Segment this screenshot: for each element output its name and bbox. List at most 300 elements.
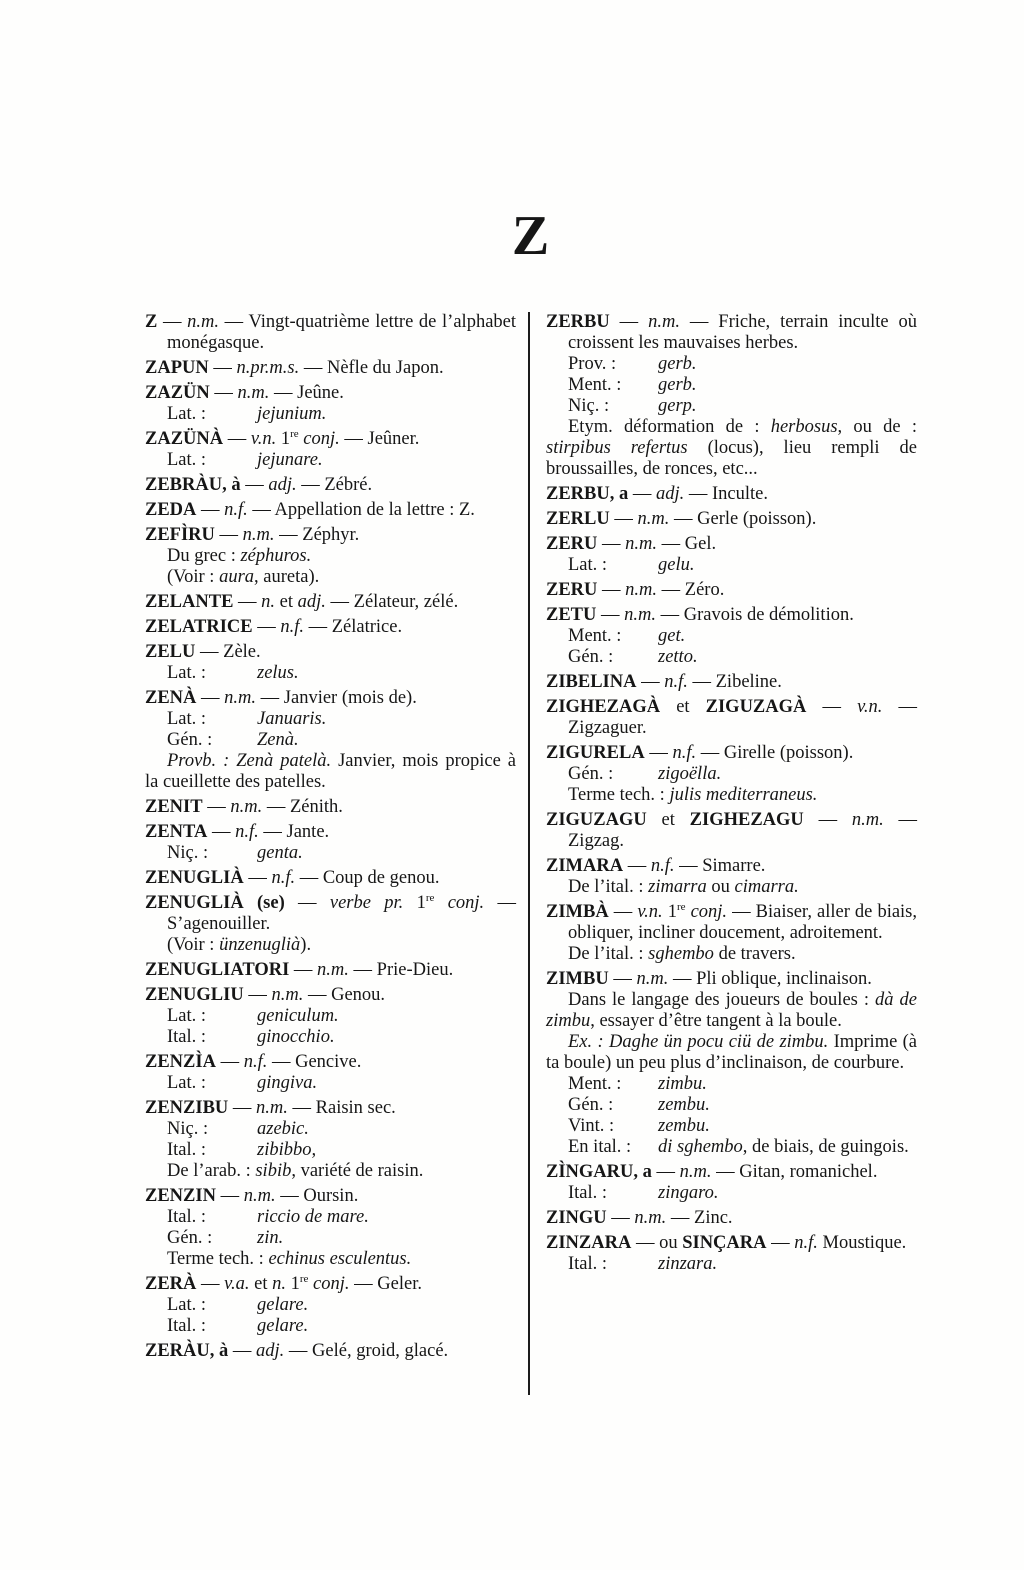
dictionary-entry [145,592,516,613]
entry-headline [546,580,917,601]
plain-text: — [269,383,298,403]
language-label: Gén. : [568,1095,614,1115]
italic-text: gelare. [257,1295,309,1315]
italic-text: n.m. [237,383,270,403]
language-value [658,354,917,375]
dictionary-entry [546,1233,917,1275]
italic-text: zinzara. [658,1254,718,1274]
italic-text: gelare. [257,1316,309,1336]
plain-text: — [289,960,318,980]
italic-text: zimarra [648,877,707,897]
headword-text: ZERU [546,580,598,600]
language-label: Ment. : [568,1074,622,1094]
language-label: Gén. : [167,1228,213,1248]
plain-text: ou [706,877,735,897]
plain-text: — [803,810,852,830]
entry-note [145,751,516,793]
italic-text: julis mediterraneus. [669,785,818,805]
language-ref-line [145,1295,516,1316]
language-ref-line [546,1074,917,1095]
dictionary-entry [546,856,917,898]
italic-text: Januaris. [257,709,327,729]
plain-text: et [249,1274,273,1294]
entry-headline [546,1162,917,1183]
entry-headline [145,1341,516,1362]
plain-text: Appellation de la lettre : Z. [274,500,475,520]
headword-text: ZÌNGARU, a [546,1162,652,1182]
plain-text: Coup de genou. [322,868,440,888]
language-label: Ital. : [167,1316,207,1336]
plain-text: Dans le langage des joueurs de boules : [568,990,876,1010]
plain-text: — [657,580,685,600]
plain-text: Jante. [286,822,330,842]
entry-headline [145,429,516,450]
entry-headline [145,525,516,546]
headword-text: ZEFÌRU [145,525,215,545]
plain-text: — [608,902,638,922]
headword-text: ZAPUN [145,358,209,378]
dictionary-entry [145,893,516,956]
plain-text: — [233,592,262,612]
italic-text: sibib [255,1161,292,1181]
italic-text: gerp. [658,396,697,416]
headword-text: ZEDA [145,500,197,520]
plain-text: , ou de : [837,417,917,437]
language-ref-line [546,1137,917,1158]
language-value [658,1095,917,1116]
italic-text: n.m. [634,1208,667,1228]
plain-text: (Voir : [167,935,220,955]
language-label: Ment. : [568,375,622,395]
entry-headline [145,500,516,521]
plain-text: — [215,1052,244,1072]
italic-text: n.m. [637,509,670,529]
headword-text: ZAZÜNÀ [145,429,224,449]
plain-text: Gelé, groid, glacé. [312,1341,449,1361]
headword-text: ZENUGLIATORI [145,960,290,980]
language-ref-line [546,764,917,785]
language-label: Lat. : [568,555,608,575]
headword-text: SINÇARA [682,1233,767,1253]
plain-text: — [325,592,354,612]
entry-headline [546,484,917,505]
plain-text: — [628,484,656,504]
language-label: Lat. : [167,1295,207,1315]
language-label: Lat. : [167,663,207,683]
italic-text: conj. [690,902,728,922]
language-ref-line [145,1027,516,1048]
headword-text: Z [145,312,158,332]
italic-text: n.f. [243,1052,268,1072]
italic-text: zelus. [257,663,299,683]
plain-text: — [228,1098,257,1118]
headword-text: ZIMBU [546,969,609,989]
italic-text: v.n. [250,429,277,449]
entry-headline [145,592,516,613]
italic-text: n.m. [636,969,669,989]
language-label: Lat. : [167,1073,207,1093]
italic-text: ginocchio. [257,1027,335,1047]
language-value [257,1119,516,1140]
language-label: Ital. : [568,1183,608,1203]
language-ref-line [145,1207,516,1228]
entry-note [546,944,917,965]
plain-text: Simarre. [702,856,766,876]
language-ref-line [145,663,516,684]
entry-headline [145,1186,516,1207]
headword-text: ZENUGLIU [145,985,244,1005]
language-label: Prov. : [568,354,617,374]
headword-text: ZIMBÀ [546,902,609,922]
plain-text: Gel. [684,534,717,554]
language-value [658,1183,917,1204]
plain-text: — [766,1233,795,1253]
headword-text: ZENUGLIÀ (se) [145,893,285,913]
language-value [257,1316,516,1337]
headword-text: ZIGUZAGU [546,810,647,830]
plain-text: De l’ital. : [568,944,649,964]
plain-text: 1 [276,429,291,449]
plain-text: et [646,810,690,830]
dictionary-entry [145,312,516,354]
plain-text: — [209,383,238,403]
language-label: Lat. : [167,404,207,424]
italic-text: conj. [313,1274,350,1294]
plain-text: Zéphyr. [302,525,360,545]
plain-text: — [196,688,225,708]
language-value [658,396,917,417]
italic-text: n.m. [271,985,304,1005]
plain-text: Gerle (poisson). [697,509,817,529]
plain-text: — Pli oblique, inclinaison. [668,969,872,989]
language-value [257,1295,516,1316]
language-ref-line [145,1228,516,1249]
plain-text: — [623,856,651,876]
plain-text: Gitan, romanichel. [739,1162,878,1182]
italic-text: n.pr.m.s. [236,358,300,378]
plain-text: — [657,534,685,554]
plain-text: Janvier, mois propice à la cueillette des patelles. [145,751,516,792]
headword-text: ZERU [546,534,598,554]
plain-text: — [287,1098,316,1118]
language-ref-line [546,1095,917,1116]
plain-text: — [711,1162,740,1182]
italic-text: di sghembo [658,1137,743,1157]
headword-text: ZAZÜN [145,383,210,403]
italic-text: n.m. [317,960,349,980]
italic-text: riccio de mare. [257,1207,369,1227]
plain-text: — [262,797,290,817]
plain-text [434,893,447,913]
plain-text: Nèfle du Japon. [326,358,444,378]
dictionary-entry [145,985,516,1048]
italic-text: v.n. [637,902,663,922]
dictionary-entry [546,534,917,576]
plain-text: re [425,891,435,904]
plain-text: 1 [662,902,677,922]
italic-text: adj. [268,475,297,495]
plain-text: — [674,856,703,876]
plain-text: Jeûne. [297,383,344,403]
plain-text: Zélateur, zélé. [353,592,459,612]
language-label: Ment. : [568,626,622,646]
dictionary-entry [546,902,917,965]
dictionary-entry [546,1162,917,1204]
italic-text: aura [219,567,255,587]
dictionary-entry [546,969,917,1158]
entry-note [546,877,917,898]
dictionary-entry [546,697,917,739]
language-ref-line [145,709,516,730]
language-value [257,1140,516,1161]
language-ref-line [546,555,917,576]
language-label: Niç. : [167,843,209,863]
language-ref-line [546,396,917,417]
language-label: Vint. : [568,1116,615,1136]
plain-text: Etym. déformation de : [568,417,771,437]
italic-text: n.f. [271,868,296,888]
entry-headline [145,312,516,354]
plain-text: — Zigzaguer. [568,697,918,738]
plain-text: — [196,500,225,520]
headword-text: ZIBELINA [546,672,637,692]
plain-text: — [666,1208,695,1228]
entry-note [145,567,516,588]
plain-text: — [196,1274,225,1294]
plain-text: Genou. [331,985,386,1005]
plain-text: — Jeûner. [339,429,420,449]
italic-text: n.f. [664,672,688,692]
plain-text: 1 [403,893,426,913]
plain-text: — Biaiser, aller de biais, obliquer, incliner doucement, adroitement. [568,902,918,943]
language-label: Lat. : [167,450,207,470]
headword-text: ZINGU [546,1208,607,1228]
language-value [658,375,917,396]
language-label: Ital. : [167,1140,207,1160]
italic-text: gerb. [658,375,697,395]
headword-text: ZIGUZAGÀ [705,697,807,717]
entry-headline [546,605,917,626]
language-label: Niç. : [167,1119,209,1139]
dictionary-entry [546,743,917,806]
language-ref-line [546,1183,917,1204]
plain-text: — [806,697,858,717]
plain-text: — [202,797,231,817]
plain-text: — ou [631,1233,683,1253]
italic-text: Zenà. [257,730,299,750]
entry-note [546,990,917,1032]
entry-headline [546,856,917,877]
plain-text: — Zèle. [195,642,261,662]
italic-text: n.f. [224,500,248,520]
plain-text: — [303,985,332,1005]
entry-headline [145,797,516,818]
entry-headline [546,672,917,693]
entry-note [145,1161,516,1182]
plain-text: — Geler. [349,1274,422,1294]
plain-text: Prie-Dieu. [376,960,454,980]
italic-text: dà de zimbu [546,990,918,1031]
italic-text: gerb. [658,354,697,374]
dictionary-entry [546,672,917,693]
plain-text: — [348,960,377,980]
entry-note [145,935,516,956]
italic-text: n.m. [625,580,658,600]
language-label: Gén. : [167,730,213,750]
language-ref-line [145,1119,516,1140]
italic-text: gingiva. [257,1073,318,1093]
italic-text: gelu. [658,555,695,575]
plain-text: — [295,868,323,888]
italic-text: jejunare. [257,450,323,470]
plain-text: Friche, terrain inculte où croissent les mauvaises herbes. [568,312,918,353]
italic-text: n.m. [187,312,220,332]
plain-text: Raisin sec. [315,1098,396,1118]
plain-text: re [299,1272,309,1285]
italic-text: n.m. [624,605,657,625]
language-label: Niç. : [568,396,610,416]
plain-text: (Voir : [167,567,220,587]
entry-headline [145,688,516,709]
language-label: Lat. : [167,709,207,729]
plain-text: Girelle (poisson). [723,743,854,763]
language-value [257,843,516,864]
italic-text: zigoëlla. [658,764,722,784]
entry-headline [145,985,516,1006]
italic-text: ünzenuglià [219,935,301,955]
language-ref-line [546,375,917,396]
italic-text: jejunium. [257,404,327,424]
plain-text: — [243,868,272,888]
plain-text: (locus), lieu rempli de broussailles, de ronces, etc... [546,438,917,479]
plain-text: Terme tech. : [167,1249,269,1269]
plain-text: — [274,525,303,545]
headword-text: ZENIT [145,797,203,817]
entry-headline [145,1052,516,1073]
language-value [658,626,917,647]
headword-text: ZETU [546,605,597,625]
headword-text: ZERÀ [145,1274,197,1294]
italic-text: n.m. [242,525,275,545]
plain-text: Janvier (mois de). [283,688,417,708]
plain-text: Zébré. [324,475,373,495]
language-label: Ital. : [568,1254,608,1274]
plain-text: — [304,617,332,637]
language-value [257,1073,516,1094]
language-value [257,1006,516,1027]
italic-text: zembu. [658,1116,710,1136]
italic-text: n.m. [224,688,257,708]
dictionary-entry [145,1341,516,1362]
plain-text: — [669,509,698,529]
headword-text: ZENUGLIÀ [145,868,244,888]
language-value [658,1254,917,1275]
entry-headline [145,358,516,379]
entry-headline [546,1233,917,1254]
language-value [658,555,917,576]
dictionary-entry [145,525,516,588]
plain-text: — [284,893,330,913]
plain-text: — [299,358,327,378]
entry-headline [546,534,917,555]
entry-note [546,1032,917,1074]
language-value [658,1137,917,1158]
plain-text: — [215,1186,244,1206]
plain-text: — [636,672,665,692]
italic-text: zembu. [658,1095,710,1115]
plain-text: Terme tech. : [568,785,670,805]
italic-text: adj. [297,592,326,612]
italic-text: zibibbo, [257,1140,317,1160]
plain-text: Zinc. [694,1208,733,1228]
entry-note [546,785,917,806]
italic-text: cimarra. [734,877,799,897]
plain-text: et [275,592,298,612]
headword-text: ZENTA [145,822,208,842]
plain-text: De l’ital. : [568,877,649,897]
plain-text: Imprime (à ta boule) un peu plus d’inclinaison, de courbure. [546,1032,917,1073]
column-left [145,312,516,1362]
entry-headline [145,1098,516,1119]
language-value [658,1116,917,1137]
italic-text: v.a. [224,1274,250,1294]
headword-text: ZINZARA [546,1233,632,1253]
plain-text: Gravois de démolition. [683,605,854,625]
plain-text: Vingt-quatrième lettre de l’alphabet monégasque. [167,312,517,353]
entry-headline [546,969,917,990]
entry-headline [546,509,917,530]
dictionary-entry [546,605,917,668]
italic-text: get. [658,626,686,646]
italic-text: Provb. : Zenà patelà. [167,751,332,771]
plain-text: Zénith. [289,797,343,817]
headword-text: ZENZÌA [145,1052,216,1072]
language-value [257,663,516,684]
headword-text: ZENZIN [145,1186,216,1206]
plain-text: — Zigzag. [568,810,917,851]
plain-text: — [267,1052,296,1072]
plain-text: — [219,312,249,332]
italic-text: verbe pr. [329,893,404,913]
dictionary-entry [145,475,516,496]
headword-text: ZELANTE [145,592,234,612]
plain-text: — [609,312,649,332]
dictionary-entry [145,617,516,638]
plain-text: — [223,429,251,449]
entry-headline [145,383,516,404]
plain-text: re [290,427,299,440]
language-value [257,730,516,751]
italic-text: n.f. [794,1233,818,1253]
italic-text: zingaro. [658,1183,719,1203]
plain-text: — [252,617,281,637]
italic-text: n.f. [280,617,304,637]
italic-text: geniculum. [257,1006,339,1026]
dictionary-entry [145,868,516,889]
headword-text: ZERLU [546,509,610,529]
entry-headline [145,893,516,935]
plain-text: Zéro. [684,580,725,600]
plain-text: — [207,822,236,842]
entry-headline [145,1274,516,1295]
plain-text: , essayer d’être tangent à la boule. [590,1011,842,1031]
entry-headline [145,617,516,638]
column-right [546,312,917,1362]
plain-text: — [258,822,287,842]
italic-text: conj. [303,429,340,449]
italic-text: adj. [656,484,685,504]
dictionary-entry [145,1274,516,1337]
